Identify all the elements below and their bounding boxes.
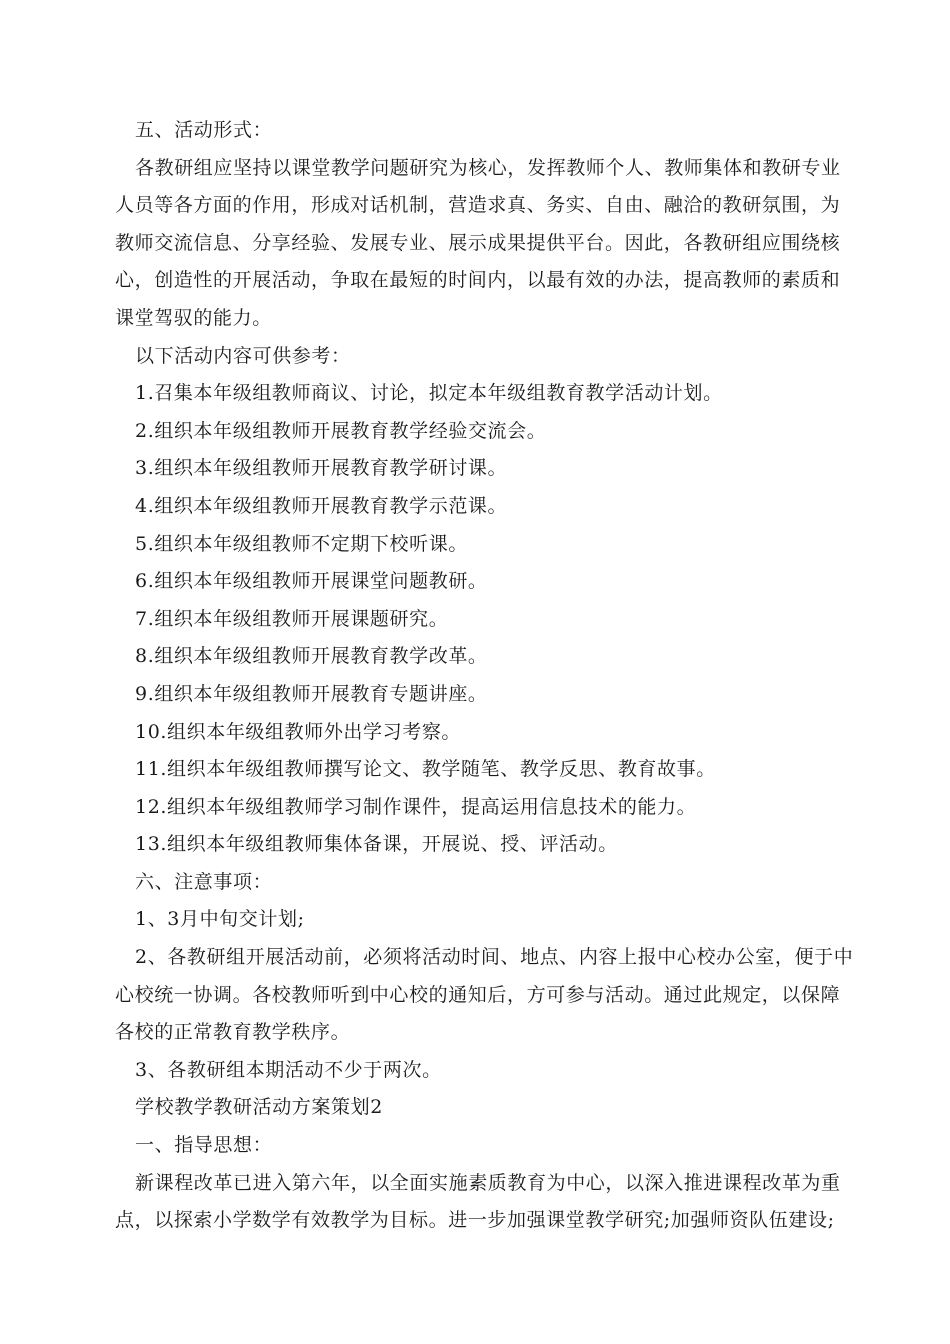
activity-item: 6.组织本年级组教师开展课堂问题教研。: [135, 570, 488, 593]
paragraph-line: 课堂驾驭的能力。: [115, 306, 272, 329]
activity-item: 12.组织本年级组教师学习制作课件，提高运用信息技术的能力。: [135, 795, 697, 818]
paragraph-line: 心，创造性的开展活动，争取在最短的时间内，以最有效的办法，提高教师的素质和: [115, 269, 841, 292]
section-heading-5: 五、活动形式：: [135, 119, 273, 141]
paragraph-line: 新课程改革已进入第六年，以全面实施素质教育为中心，以深入推进课程改革为重: [135, 1171, 841, 1194]
activity-item: 9.组织本年级组教师开展教育专题讲座。: [135, 682, 488, 705]
guiding-thought-paragraph: [115, 1165, 841, 1240]
activity-item: 7.组织本年级组教师开展课题研究。: [135, 607, 449, 630]
activity-item: 10.组织本年级组教师外出学习考察。: [135, 720, 462, 743]
paragraph-line: 心校统一协调。各校教师听到中心校的通知后，方可参与活动。通过此规定，以保障: [115, 983, 841, 1006]
document-body: [115, 112, 854, 1240]
activities-intro: 以下活动内容可供参考：: [135, 344, 351, 367]
activity-item: 4.组织本年级组教师开展教育教学示范课。: [135, 494, 508, 517]
note-item: 3、各教研组本期活动不少于两次。: [135, 1058, 442, 1081]
activity-list: [115, 375, 835, 864]
document-title-2: 学校教学教研活动方案策划2: [135, 1096, 383, 1119]
paragraph-line: 2、各教研组开展活动前，必须将活动时间、地点、内容上报中心校办公室，便于中: [135, 946, 854, 969]
paragraph-line: 点，以探索小学数学有效教学为目标。进一步加强课堂教学研究;加强师资队伍建设;: [115, 1209, 835, 1232]
paragraph-line: 教师交流信息、分享经验、发展专业、展示成果提供平台。因此，各教研组应围绕核: [115, 231, 841, 254]
section-heading-1: 一、指导思想：: [135, 1134, 273, 1157]
paragraph-line: 各校的正常教育教学秩序。: [115, 1021, 351, 1044]
activity-item: 11.组织本年级组教师撰写论文、教学随笔、教学反思、教育故事。: [135, 758, 716, 781]
paragraph-line: 人员等各方面的作用，形成对话机制，营造求真、务实、自由、融洽的教研氛围，为: [115, 194, 841, 217]
activity-item: 8.组织本年级组教师开展教育教学改革。: [135, 645, 488, 668]
activity-item: 2.组织本年级组教师开展教育教学经验交流会。: [135, 419, 547, 442]
paragraph-line: 各教研组应坚持以课堂教学问题研究为核心，发挥教师个人、教师集体和教研专业: [135, 156, 841, 179]
activity-item: 3.组织本年级组教师开展教育教学研讨课。: [135, 457, 508, 480]
note-item: 1、3月中旬交计划;: [135, 908, 305, 931]
section-5-paragraph: [115, 150, 841, 338]
activity-item: 13.组织本年级组教师集体备课，开展说、授、评活动。: [135, 833, 618, 856]
activity-item: 5.组织本年级组教师不定期下校听课。: [135, 532, 468, 555]
note-item-2: [115, 939, 854, 1052]
activity-item: 1.召集本年级组教师商议、讨论，拟定本年级组教育教学活动计划。: [135, 382, 723, 405]
section-heading-6: 六、注意事项：: [135, 870, 273, 893]
